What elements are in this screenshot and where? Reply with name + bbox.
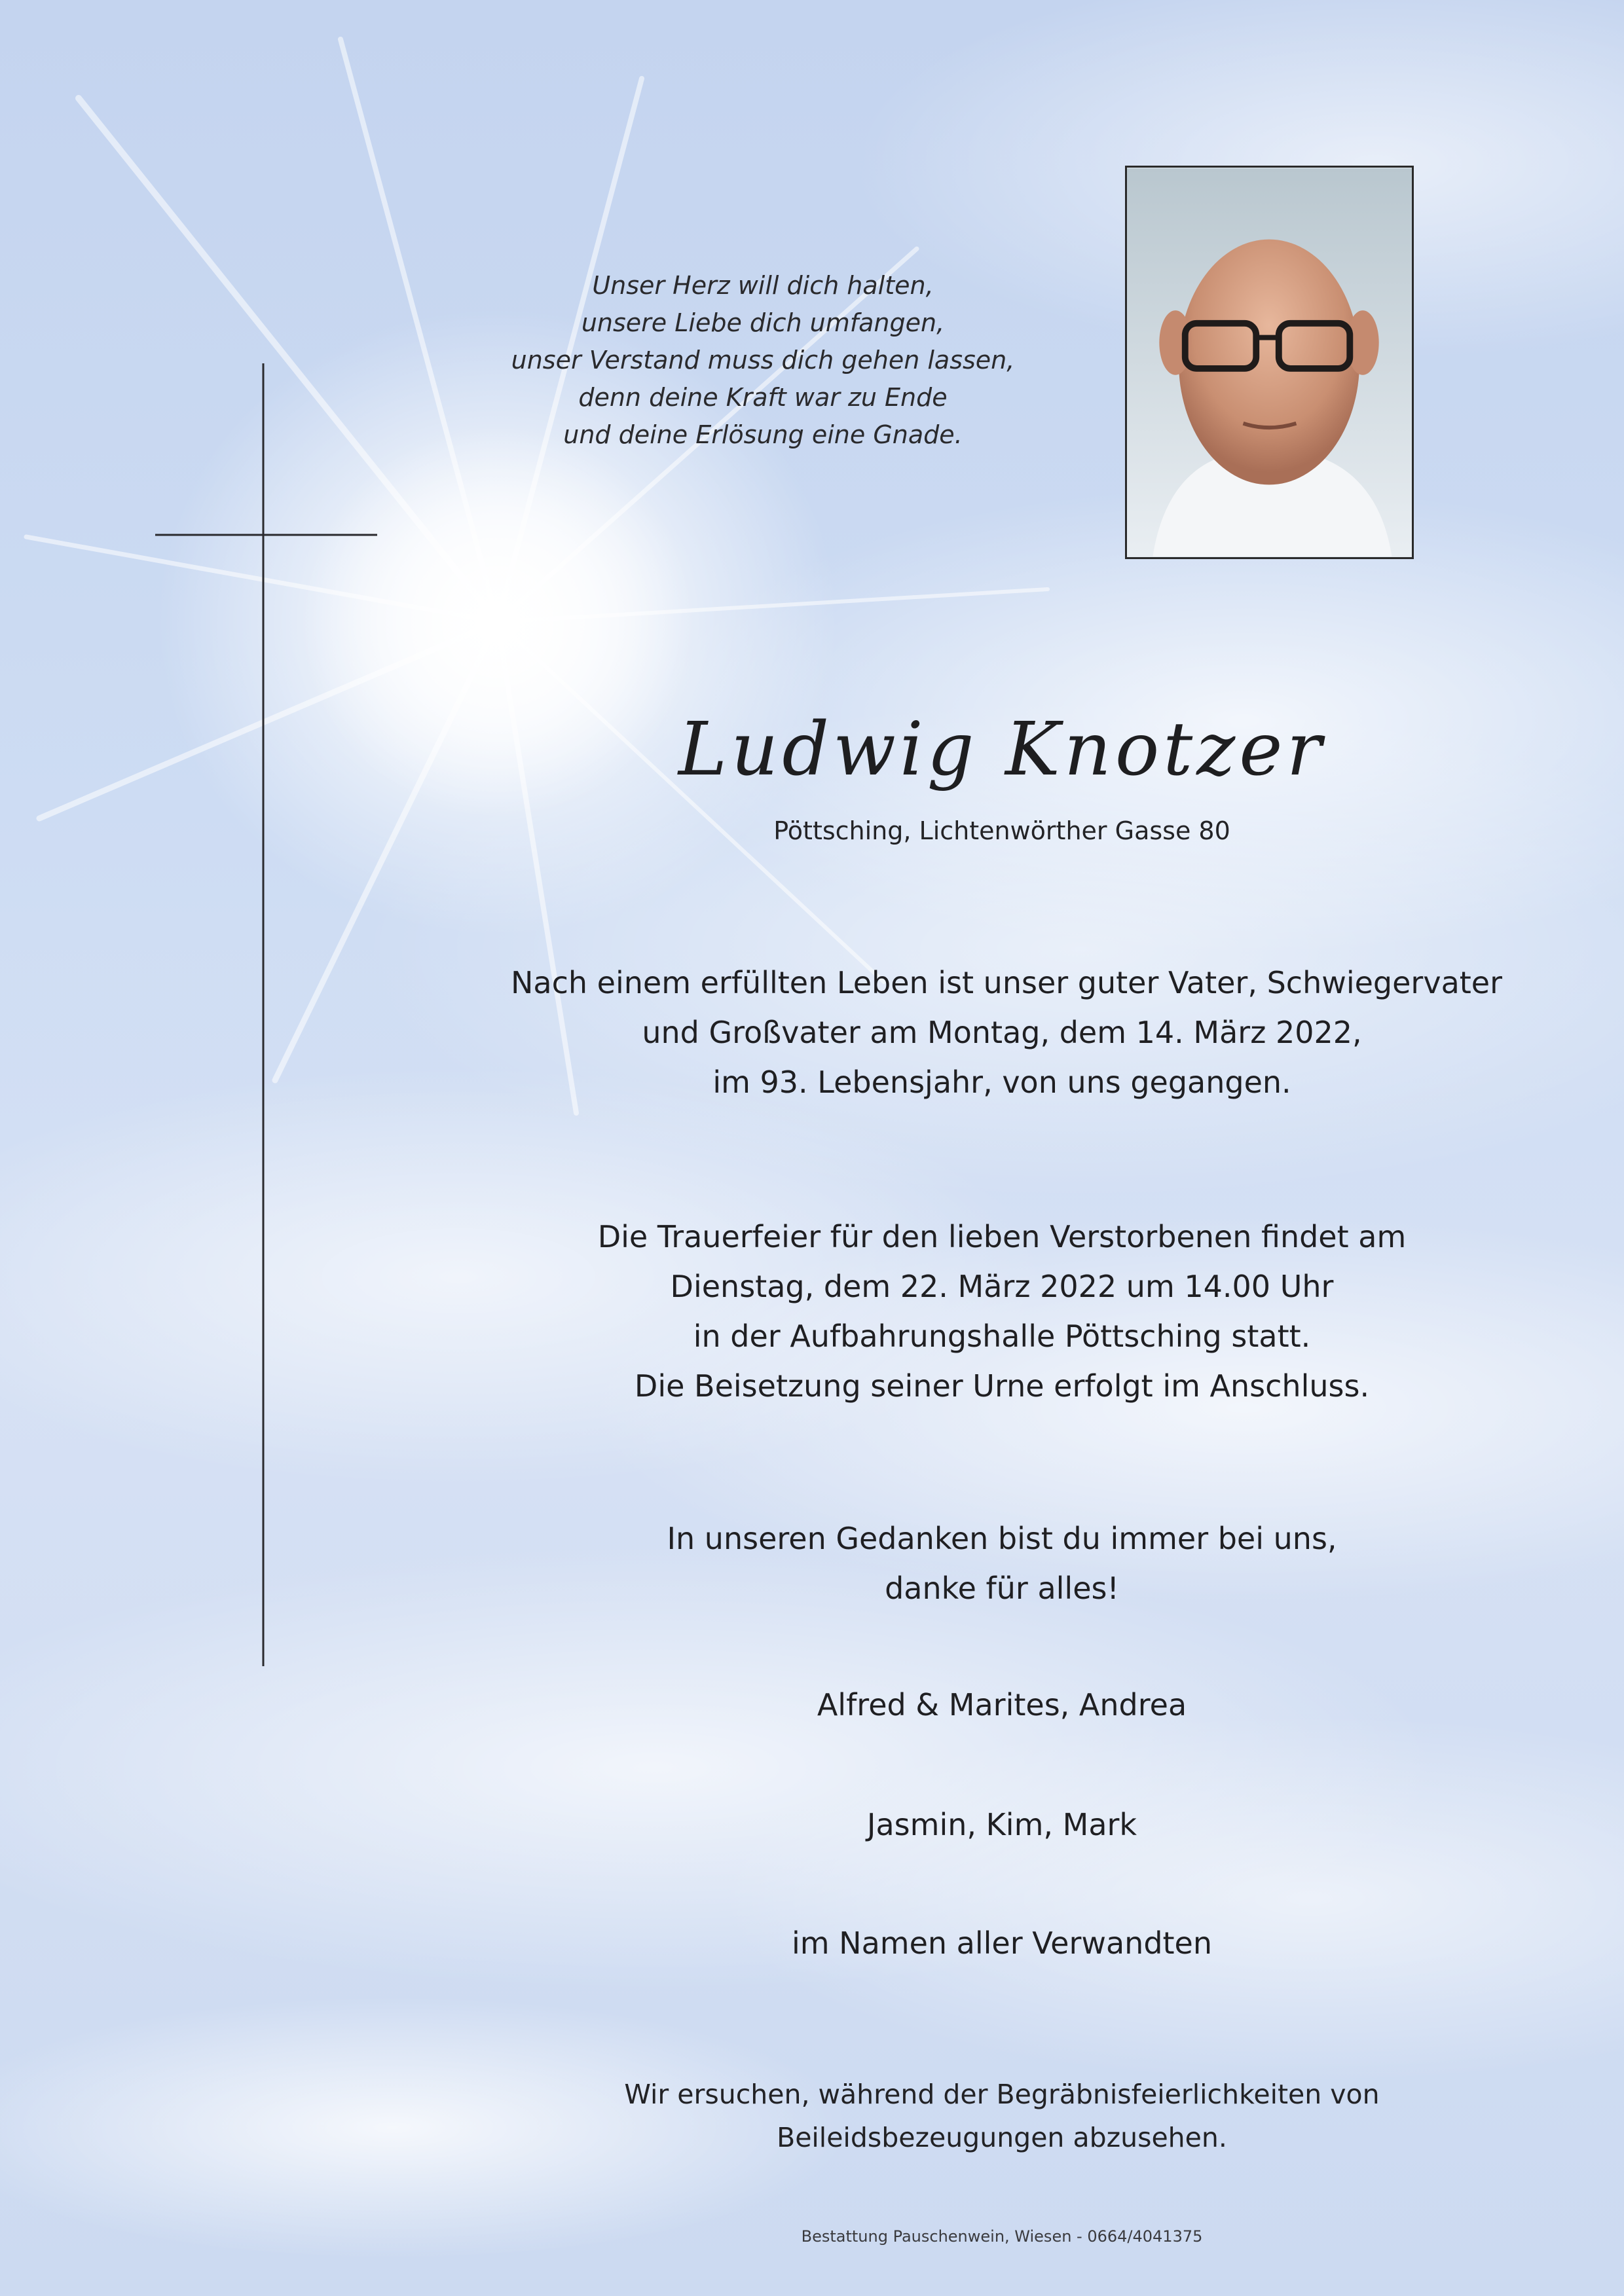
poem-line: unser Verstand muss dich gehen lassen,	[511, 346, 1015, 374]
portrait-image	[1127, 168, 1412, 557]
ceremony-details	[576, 1212, 1428, 1411]
passing-line: im 93. Lebensjahr, von uns gegangen.	[712, 1065, 1291, 1100]
passing-announcement	[511, 958, 1503, 1107]
poem-line: unsere Liebe dich umfangen,	[581, 308, 945, 337]
deceased-address: Pöttsching, Lichtenwörther Gasse 80	[773, 816, 1230, 845]
poem-line: Unser Herz will dich halten,	[592, 271, 934, 300]
poem-line: denn deine Kraft war zu Ende	[578, 383, 948, 412]
mourners-line: Alfred & Marites, Andrea	[817, 1687, 1187, 1722]
passing-line: und Großvater am Montag, dem 14. März 2022,	[642, 1015, 1362, 1050]
mourners-line: Jasmin, Kim, Mark	[866, 1807, 1137, 1842]
closing-thoughts	[642, 1514, 1362, 1613]
request-line: Wir ersuchen, während der Begräbnisfeierlichkeiten von	[624, 2079, 1380, 2110]
deceased-name: Ludwig Knotzer	[678, 707, 1326, 792]
passing-line: Nach einem erfüllten Leben ist unser guter Vater, Schwiegervater	[511, 965, 1503, 1000]
ceremony-line: Die Trauerfeier für den lieben Verstorbenen findet am	[597, 1219, 1407, 1254]
thoughts-line: danke für alles!	[885, 1571, 1119, 1606]
request-line: Beileidsbezeugungen abzusehen.	[777, 2122, 1227, 2153]
ceremony-line: Dienstag, dem 22. März 2022 um 14.00 Uhr	[670, 1269, 1334, 1304]
memorial-poem	[498, 267, 1028, 454]
portrait-photo	[1125, 166, 1414, 559]
funeral-home-footer: Bestattung Pauschenwein, Wiesen - 0664/4041375	[801, 2227, 1203, 2246]
ceremony-line: in der Aufbahrungshalle Pöttsching statt.	[693, 1319, 1311, 1354]
ceremony-line: Die Beisetzung seiner Urne erfolgt im Anschluss.	[634, 1368, 1370, 1404]
poem-line: und deine Erlösung eine Gnade.	[563, 420, 963, 449]
thoughts-line: In unseren Gedanken bist du immer bei uns,	[667, 1521, 1337, 1556]
condolence-request	[576, 2073, 1428, 2159]
mourners-line: im Namen aller Verwandten	[791, 1925, 1213, 1961]
